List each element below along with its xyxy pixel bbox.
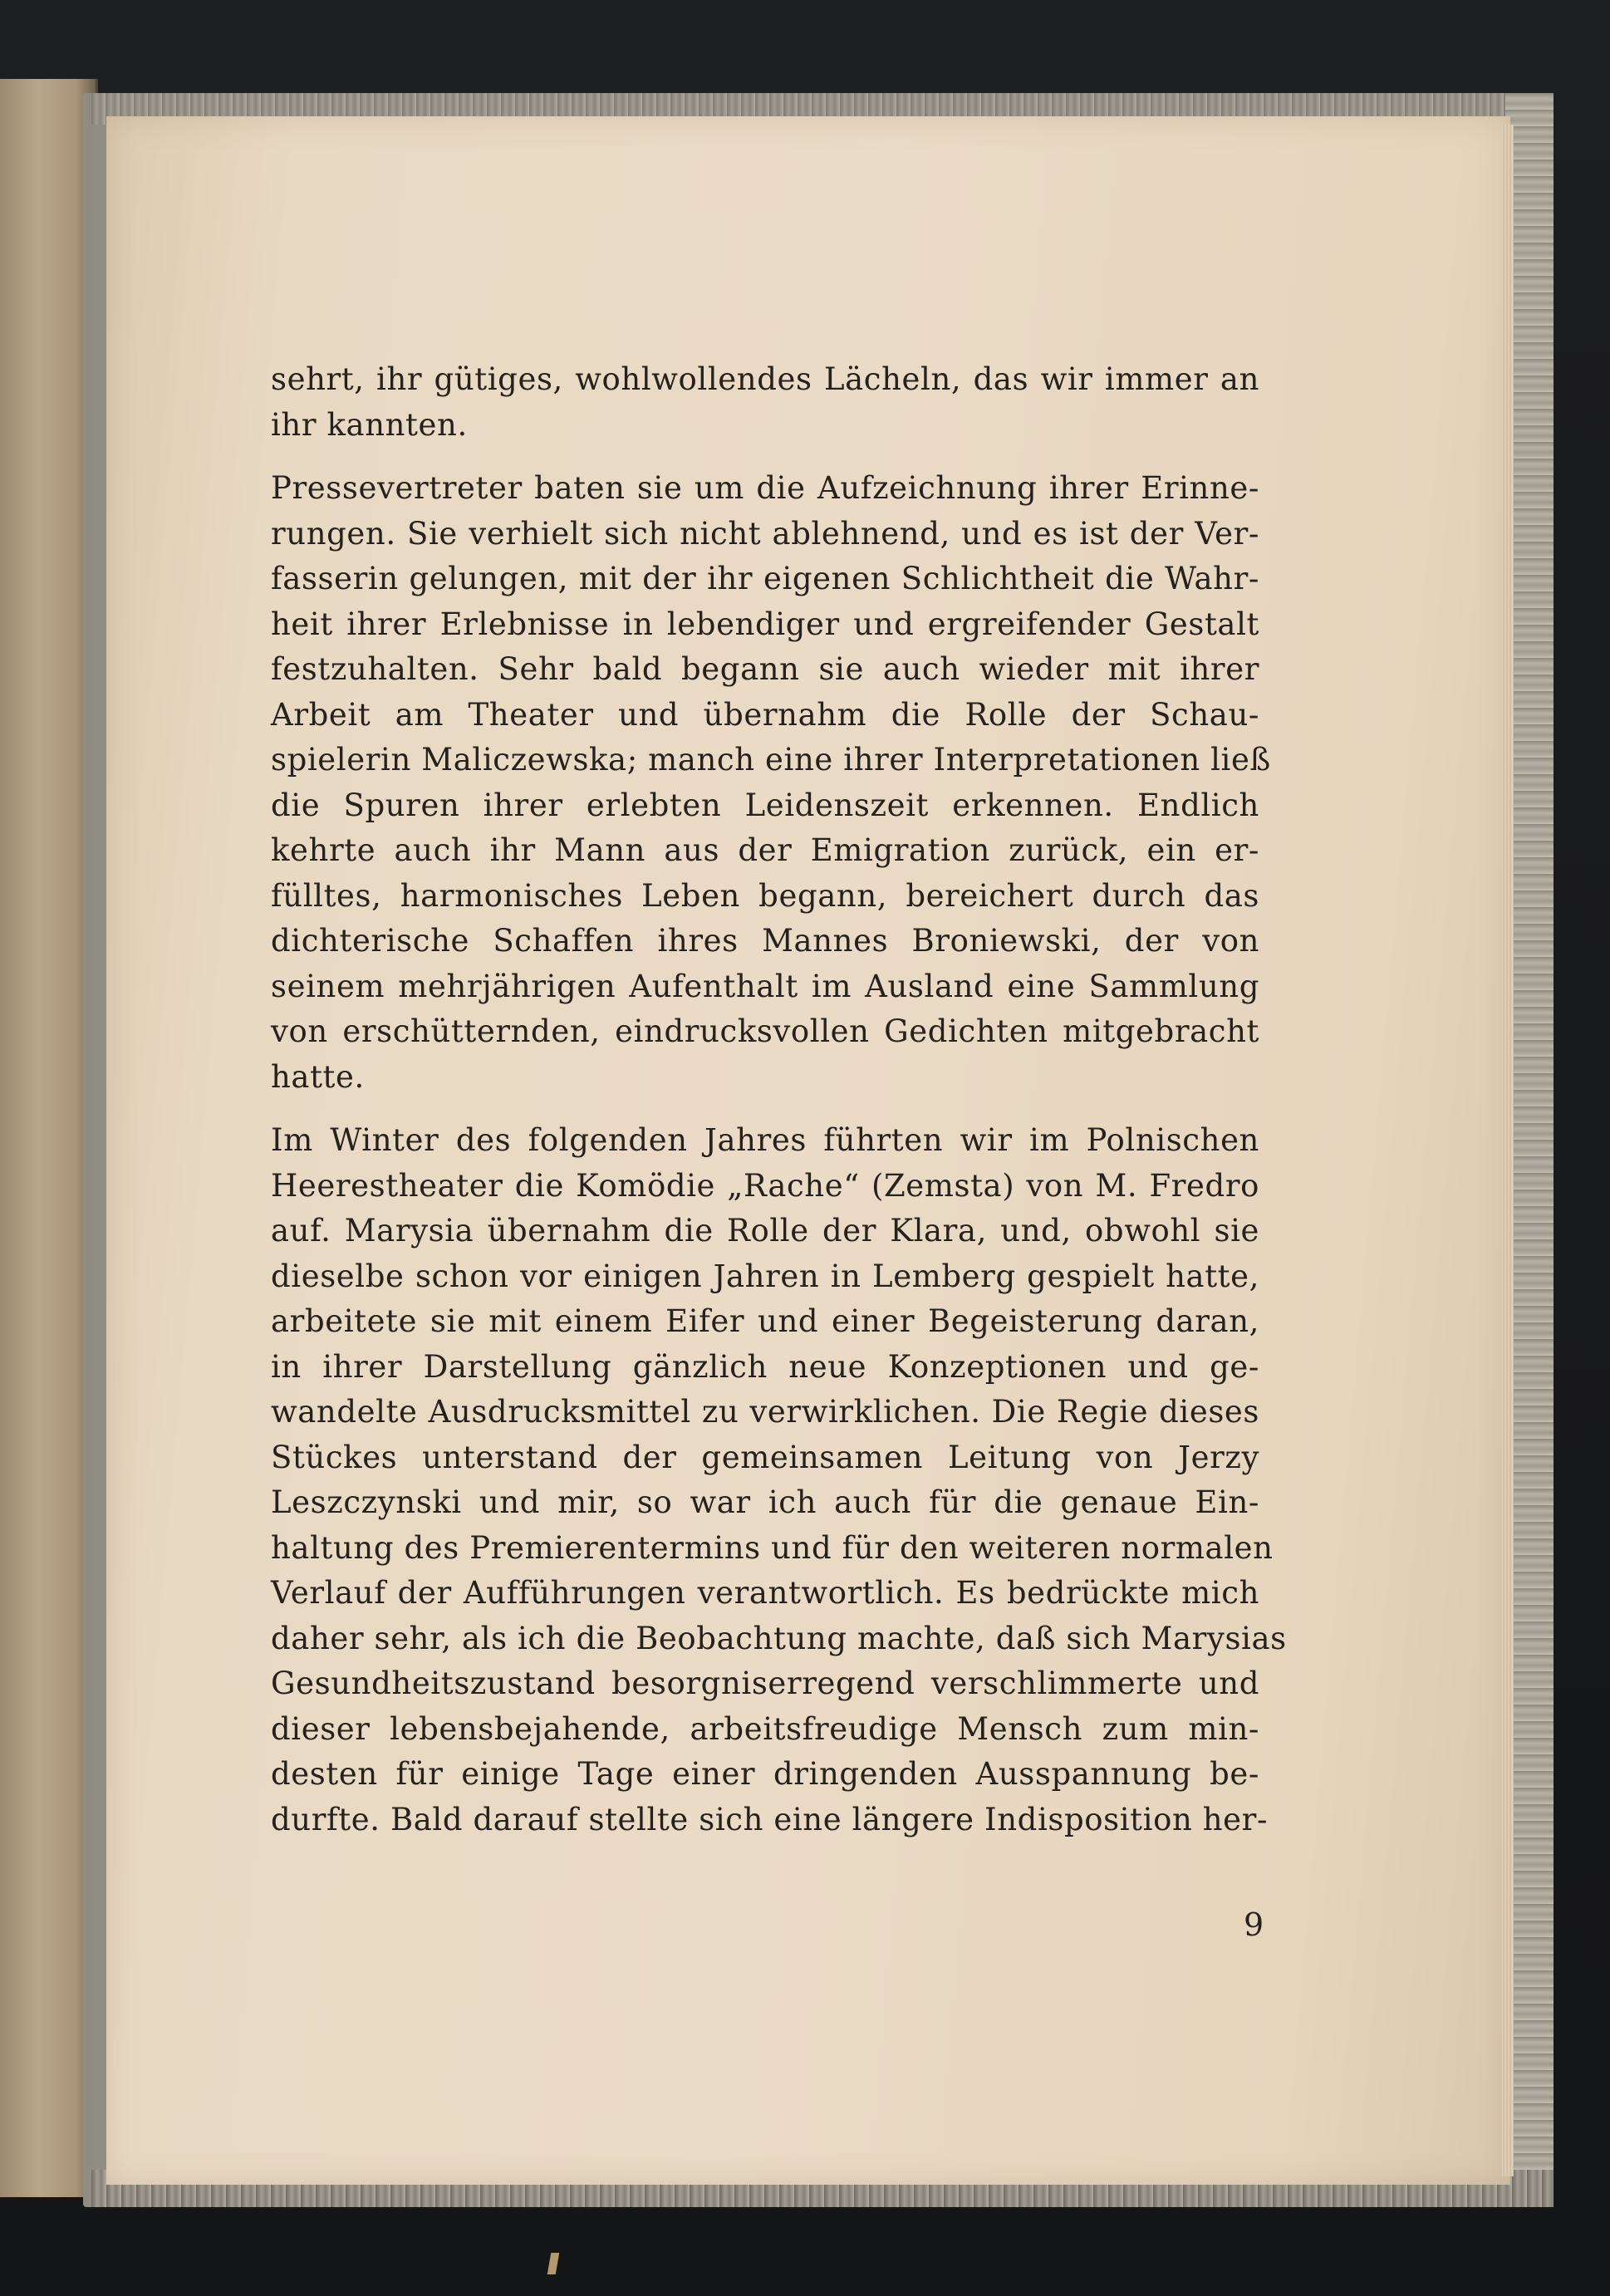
text-line: fülltes, harmonisches Leben begann, bereichert durch das	[271, 877, 1259, 914]
page-stack-edge	[1502, 125, 1514, 2176]
text-line: seinem mehrjährigen Aufenthalt im Ausland eine Sammlung	[271, 968, 1259, 1004]
text-line: Leszczynski und mir, so war ich auch für die genaue Ein-	[271, 1484, 1259, 1520]
text-line: dichterische Schaffen ihres Mannes Broniewski, der von	[271, 923, 1259, 959]
paragraph	[271, 466, 1271, 1100]
text-line: Gesundheitszustand besorgniserregend verschlimmerte und	[271, 1666, 1259, 1701]
text-line: arbeitete sie mit einem Eifer und einer Begeisterung daran,	[271, 1303, 1259, 1339]
text-line: fasserin gelungen, mit der ihr eigenen Schlichtheit die Wahr-	[271, 561, 1259, 596]
text-line: desten für einige Tage einer dringenden Ausspannung be-	[271, 1756, 1259, 1792]
text-line: rungen. Sie verhielt sich nicht ablehnend, und es ist der Ver-	[271, 515, 1259, 552]
text-line: dieser lebensbejahende, arbeitsfreudige Mensch zum min-	[271, 1710, 1259, 1747]
text-line: Heerestheater die Komödie „Rache“ (Zemsta) von M. Fredro	[271, 1167, 1259, 1204]
text-line: von erschütternden, eindrucksvollen Gedichten mitgebracht	[271, 1013, 1259, 1049]
text-line: durfte. Bald darauf stellte sich eine längere Indisposition her-	[271, 1801, 1269, 1837]
text-line: kehrte auch ihr Mann aus der Emigration zurück, ein er-	[271, 832, 1259, 868]
text-line: heit ihrer Erlebnisse in lebendiger und ergreifender Gestalt	[271, 606, 1259, 642]
text-line: sehrt, ihr gütiges, wohlwollendes Lächeln, das wir immer an	[271, 361, 1259, 397]
body-text	[271, 357, 1287, 1861]
text-line: ihr kannten.	[271, 406, 468, 443]
text-line: hatte.	[271, 1058, 365, 1095]
text-line: in ihrer Darstellung gänzlich neue Konzeptionen und ge-	[271, 1348, 1259, 1385]
text-line: dieselbe schon vor einigen Jahren in Lemberg gespielt hatte,	[271, 1258, 1259, 1294]
text-line: Arbeit am Theater und übernahm die Rolle der Schau-	[271, 696, 1259, 733]
page-number: 9	[1244, 1906, 1264, 1943]
text-line: Pressevertreter baten sie um die Aufzeichnung ihrer Erinne-	[271, 470, 1259, 506]
text-line: die Spuren ihrer erlebten Leidenszeit erkennen. Endlich	[271, 787, 1259, 823]
paragraph	[271, 357, 1259, 448]
text-line: Stückes unterstand der gemeinsamen Leitung von Jerzy	[271, 1439, 1259, 1475]
text-line: wandelte Ausdrucksmittel zu verwirklichen. Die Regie dieses	[271, 1394, 1259, 1430]
text-line: spielerin Maliczewska; manch eine ihrer Interpretationen ließ	[271, 742, 1271, 778]
text-line: festzuhalten. Sehr bald begann sie auch wieder mit ihrer	[271, 651, 1259, 687]
paragraph	[271, 1118, 1287, 1842]
text-line: daher sehr, als ich die Beobachtung machte, daß sich Marysias	[271, 1620, 1287, 1656]
text-line: auf. Marysia übernahm die Rolle der Klara, und, obwohl sie	[271, 1213, 1259, 1249]
text-line: haltung des Premierentermins und für den weiteren normalen	[271, 1529, 1274, 1566]
text-line: Im Winter des folgenden Jahres führten wir im Polnischen	[271, 1122, 1259, 1158]
text-line: Verlauf der Aufführungen verantwortlich. Es bedrückte mich	[271, 1575, 1259, 1611]
